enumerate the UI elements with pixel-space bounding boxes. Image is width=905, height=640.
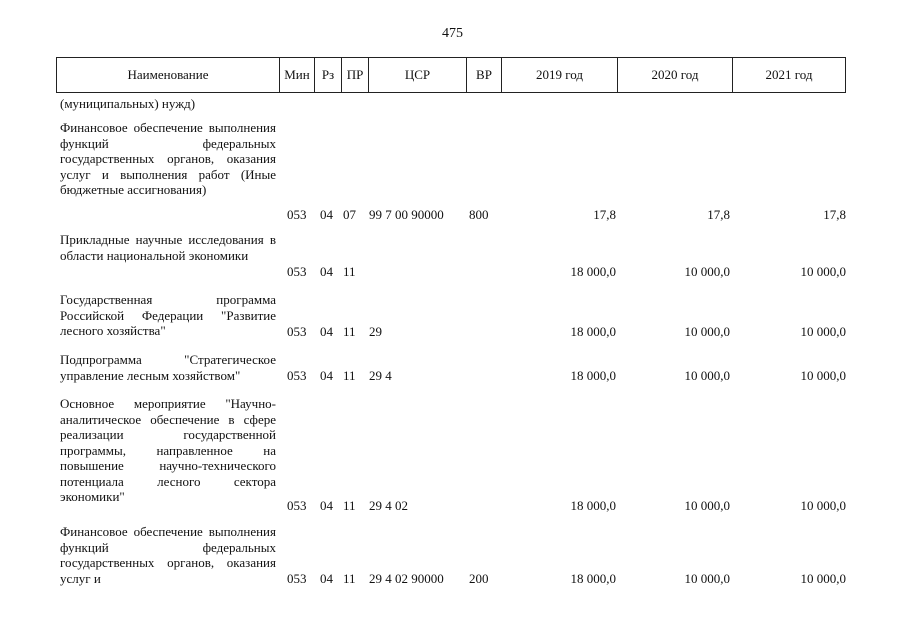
row-2020: 10 000,0 [684,324,730,339]
row-pr: 11 [343,368,356,383]
header-2020: 2020 год [617,58,732,92]
row-csr: 99 7 00 90000 [369,207,444,222]
header-vr: ВР [466,58,501,92]
table-row [0,352,905,396]
row-2019: 18 000,0 [570,264,616,279]
row-2019: 17,8 [593,207,616,222]
row-2020: 10 000,0 [684,498,730,513]
row-vr: 200 [469,571,489,586]
row-min: 053 [287,207,307,222]
header-min: Мин [279,58,314,92]
row-2021: 10 000,0 [800,571,846,586]
row-2021: 10 000,0 [800,498,846,513]
row-pr: 07 [343,207,356,222]
row-min: 053 [287,264,307,279]
row-pr: 11 [343,264,356,279]
row-rz: 04 [320,571,333,586]
header-name: Наименование [127,67,209,82]
table-row [0,396,905,524]
row-2019: 18 000,0 [570,571,616,586]
table-row [0,120,905,232]
row-csr: 29 4 02 90000 [369,571,444,586]
row-rz: 04 [320,368,333,383]
header-pr: ПР [341,58,368,92]
row-pr: 11 [343,571,356,586]
row-name: (муниципальных) нужд) [60,96,196,111]
row-vr: 800 [469,207,489,222]
row-name: Основное мероприятие "Научно-аналитическое обеспечение в сфере реализации государственной программы, направленное на повышение научно-технического потенциала лесного сектора экономики" [60,396,276,504]
page-number: 475 [442,26,463,41]
table-row [0,94,905,120]
row-2020: 17,8 [707,207,730,222]
table-row [0,524,905,596]
table-body [0,94,905,596]
row-name: Подпрограмма "Стратегическое управление лесным хозяйством" [60,352,276,383]
header-2021: 2021 год [732,58,845,92]
row-rz: 04 [320,324,333,339]
row-csr: 29 [369,324,382,339]
row-min: 053 [287,368,307,383]
row-2021: 10 000,0 [800,368,846,383]
row-2020: 10 000,0 [684,368,730,383]
row-2021: 10 000,0 [800,324,846,339]
row-pr: 11 [343,498,356,513]
row-name: Финансовое обеспечение выполнения функций федеральных государственных органов, оказания услуг и выполнения работ (Иные бюджетные ассигнования) [60,120,276,197]
row-csr: 29 4 02 [369,498,408,513]
row-2020: 10 000,0 [684,571,730,586]
row-name: Прикладные научные исследования в области национальной экономики [60,232,276,263]
row-rz: 04 [320,498,333,513]
row-pr: 11 [343,324,356,339]
row-rz: 04 [320,207,333,222]
row-name: Государственная программа Российской Федерации "Развитие лесного хозяйства" [60,292,276,338]
table-header [56,57,846,93]
row-name: Финансовое обеспечение выполнения функций федеральных государственных органов, оказания услуг и [60,524,276,586]
row-2021: 17,8 [823,207,846,222]
row-min: 053 [287,324,307,339]
table-row [0,232,905,292]
row-min: 053 [287,498,307,513]
row-2019: 18 000,0 [570,368,616,383]
row-2019: 18 000,0 [570,324,616,339]
table-row [0,292,905,352]
header-2019: 2019 год [501,58,617,92]
row-2019: 18 000,0 [570,498,616,513]
row-rz: 04 [320,264,333,279]
row-csr: 29 4 [369,368,392,383]
row-min: 053 [287,571,307,586]
header-rz: Рз [314,58,341,92]
row-2020: 10 000,0 [684,264,730,279]
row-2021: 10 000,0 [800,264,846,279]
header-csr: ЦСР [368,58,466,92]
